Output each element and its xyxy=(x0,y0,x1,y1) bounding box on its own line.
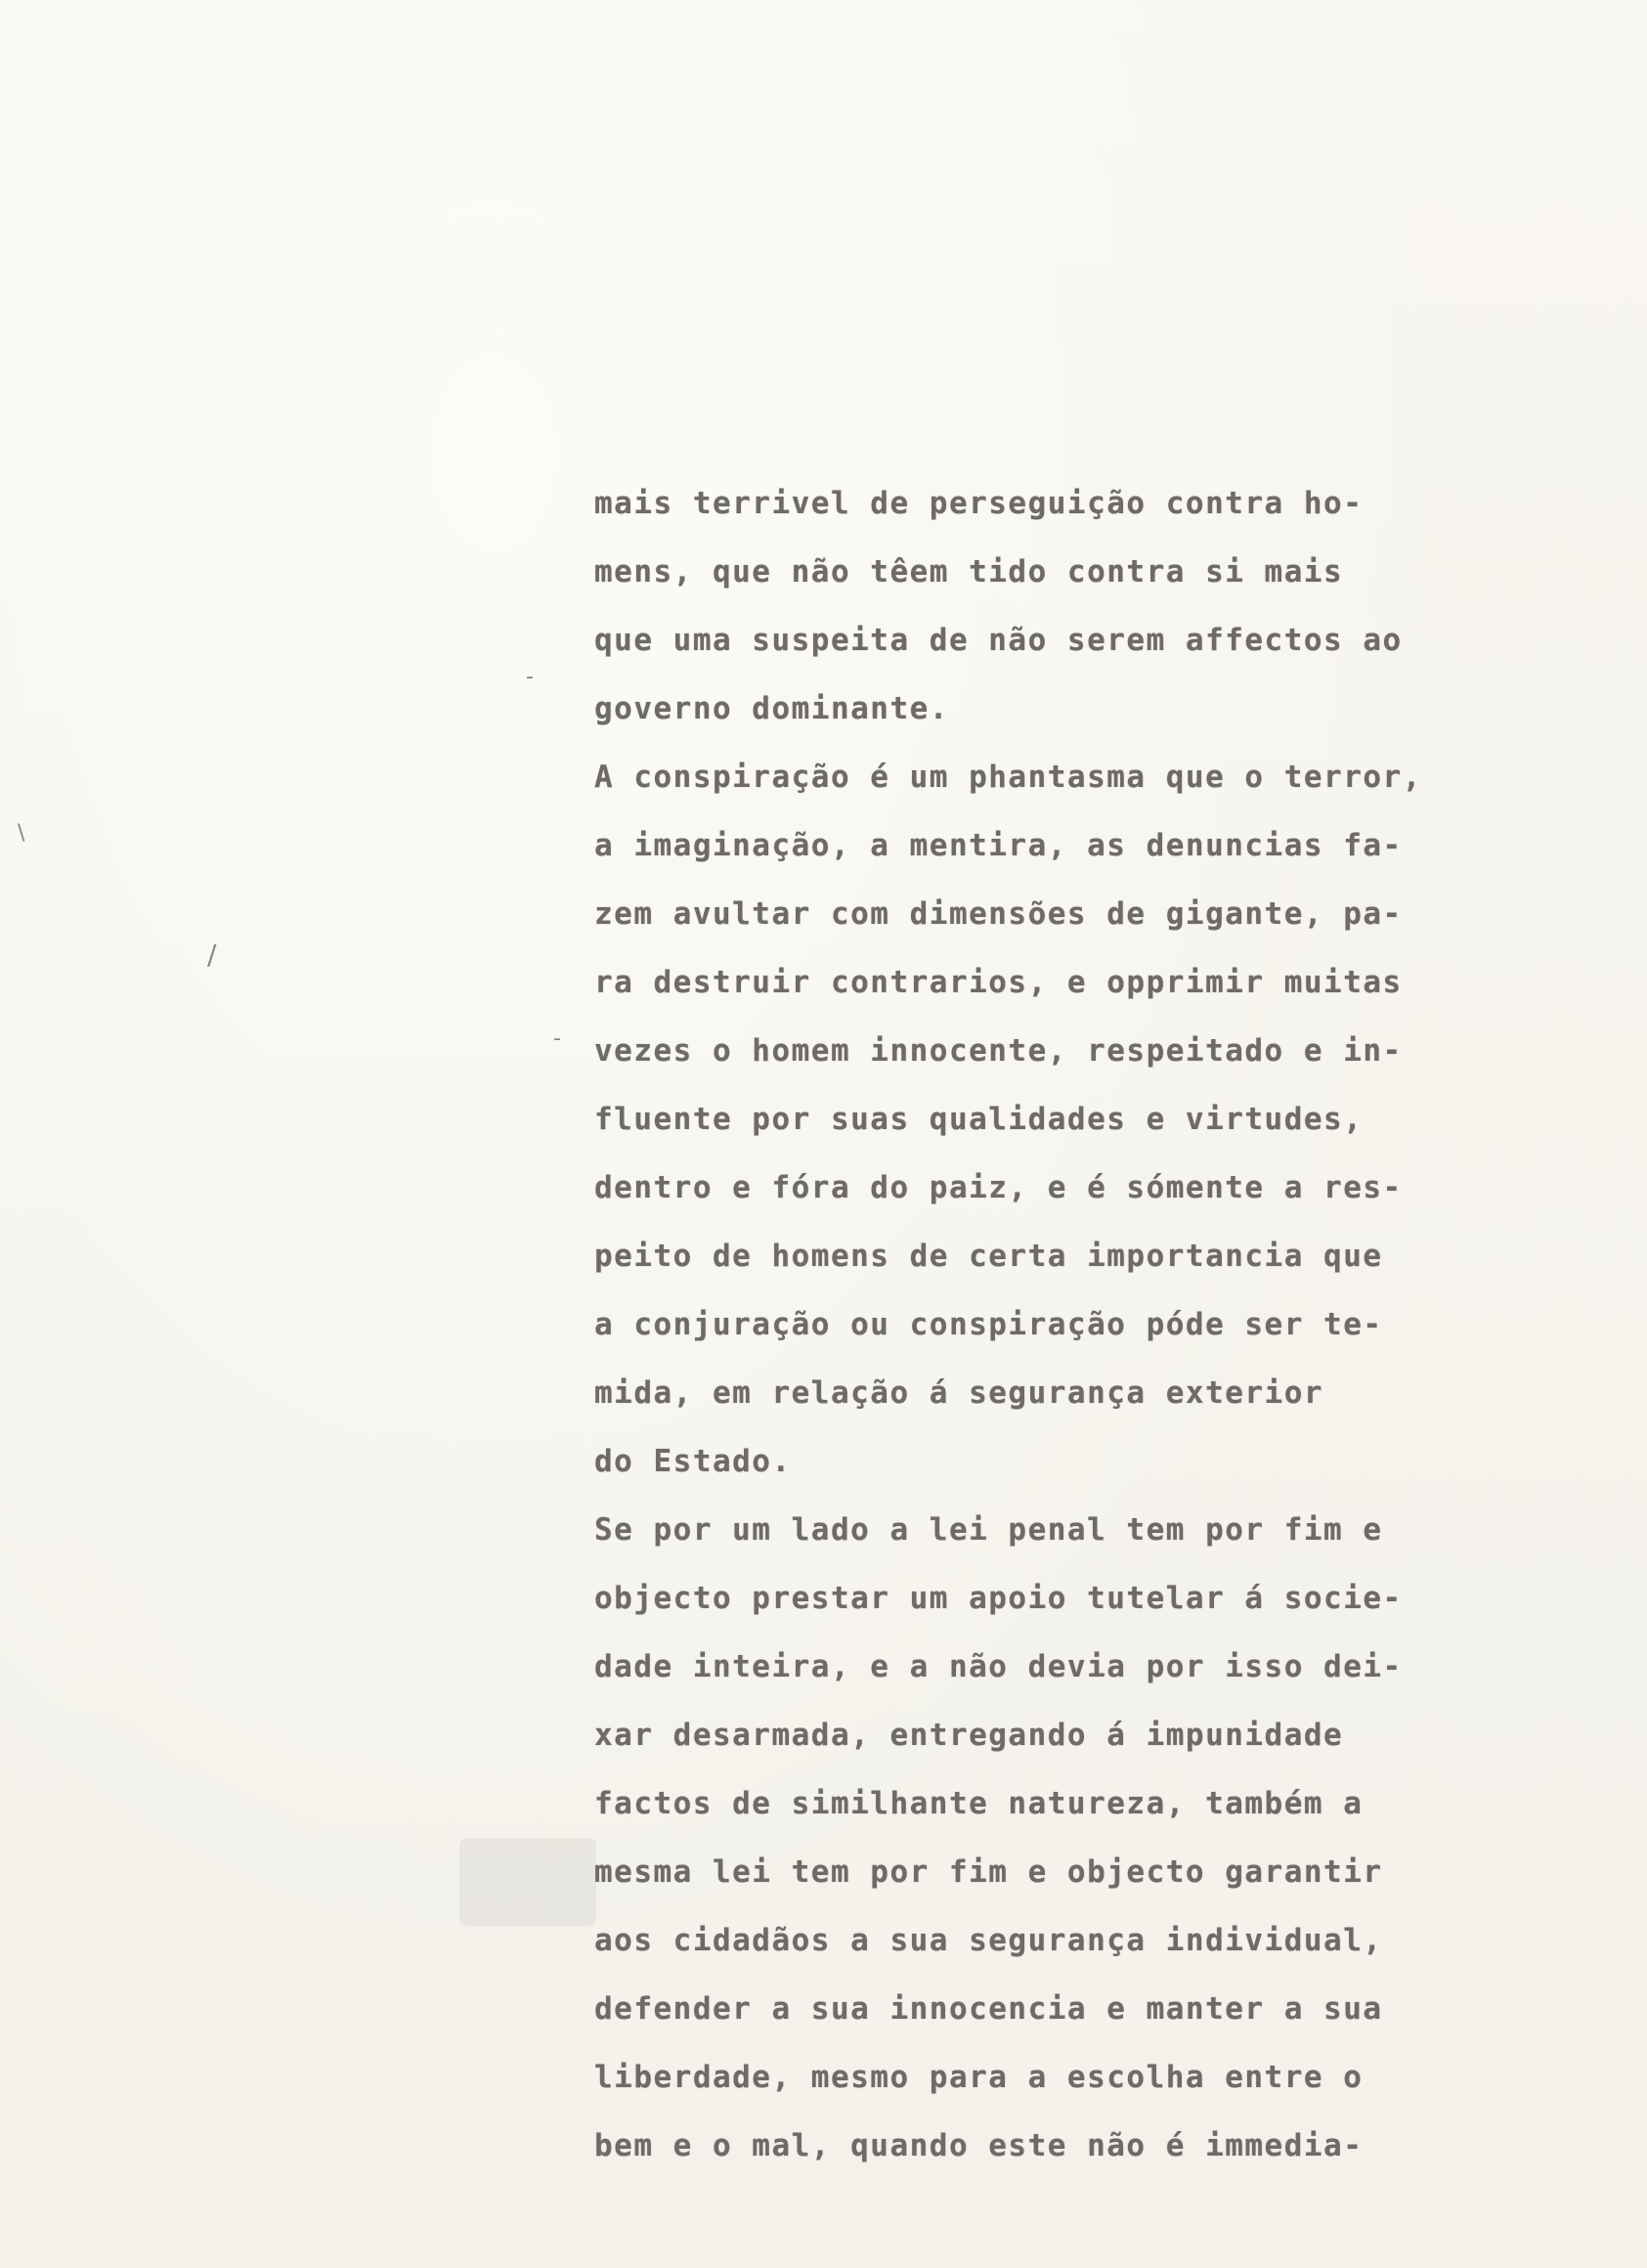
text-line: dade inteira, e a não devia por isso dei- xyxy=(594,1649,1403,1684)
text-line: factos de similhante natureza, também a xyxy=(594,1786,1364,1821)
text-line: zem avultar com dimensões de gigante, pa- xyxy=(594,896,1403,932)
text-line: que uma suspeita de não serem affectos ao xyxy=(594,623,1403,658)
text-line: mida, em relação á segurança exterior xyxy=(594,1375,1324,1411)
text-line: bem e o mal, quando este não é immedia- xyxy=(594,2128,1364,2163)
text-line: dentro e fóra do paiz, e é sómente a res- xyxy=(594,1170,1403,1205)
margin-mark: - xyxy=(526,665,534,689)
text-line: peito de homens de certa importancia que xyxy=(594,1239,1383,1274)
text-line: mesma lei tem por fim e objecto garantir xyxy=(594,1854,1383,1890)
text-line: do Estado. xyxy=(594,1444,792,1479)
margin-mark: / xyxy=(207,938,217,971)
text-line: a conjuração ou conspiração póde ser te- xyxy=(594,1307,1383,1342)
paper-smudge xyxy=(459,1838,596,1926)
text-line: A conspiração é um phantasma que o terror, xyxy=(594,760,1422,795)
text-line: objecto prestar um apoio tutelar á socie- xyxy=(594,1581,1403,1616)
text-line: a imaginação, a mentira, as denuncias fa- xyxy=(594,828,1403,863)
text-line: governo dominante. xyxy=(594,691,949,726)
typed-text-block xyxy=(594,469,1474,2180)
text-line: ra destruir contrarios, e opprimir muitas xyxy=(594,965,1403,1000)
text-line: mais terrivel de perseguição contra ho- xyxy=(594,486,1364,521)
text-line: Se por um lado a lei penal tem por fim e xyxy=(594,1512,1383,1548)
text-line: xar desarmada, entregando á impunidade xyxy=(594,1718,1344,1753)
text-line: aos cidadãos a sua segurança individual, xyxy=(594,1923,1383,1958)
text-line: liberdade, mesmo para a escolha entre o xyxy=(594,2060,1364,2095)
text-line: fluente por suas qualidades e virtudes, xyxy=(594,1102,1364,1137)
margin-mark: - xyxy=(553,1026,561,1051)
margin-mark: \ xyxy=(18,821,25,846)
text-line: defender a sua innocencia e manter a sua xyxy=(594,1991,1383,2027)
text-line: mens, que não têem tido contra si mais xyxy=(594,554,1344,589)
text-line: vezes o homem innocente, respeitado e in- xyxy=(594,1033,1403,1069)
